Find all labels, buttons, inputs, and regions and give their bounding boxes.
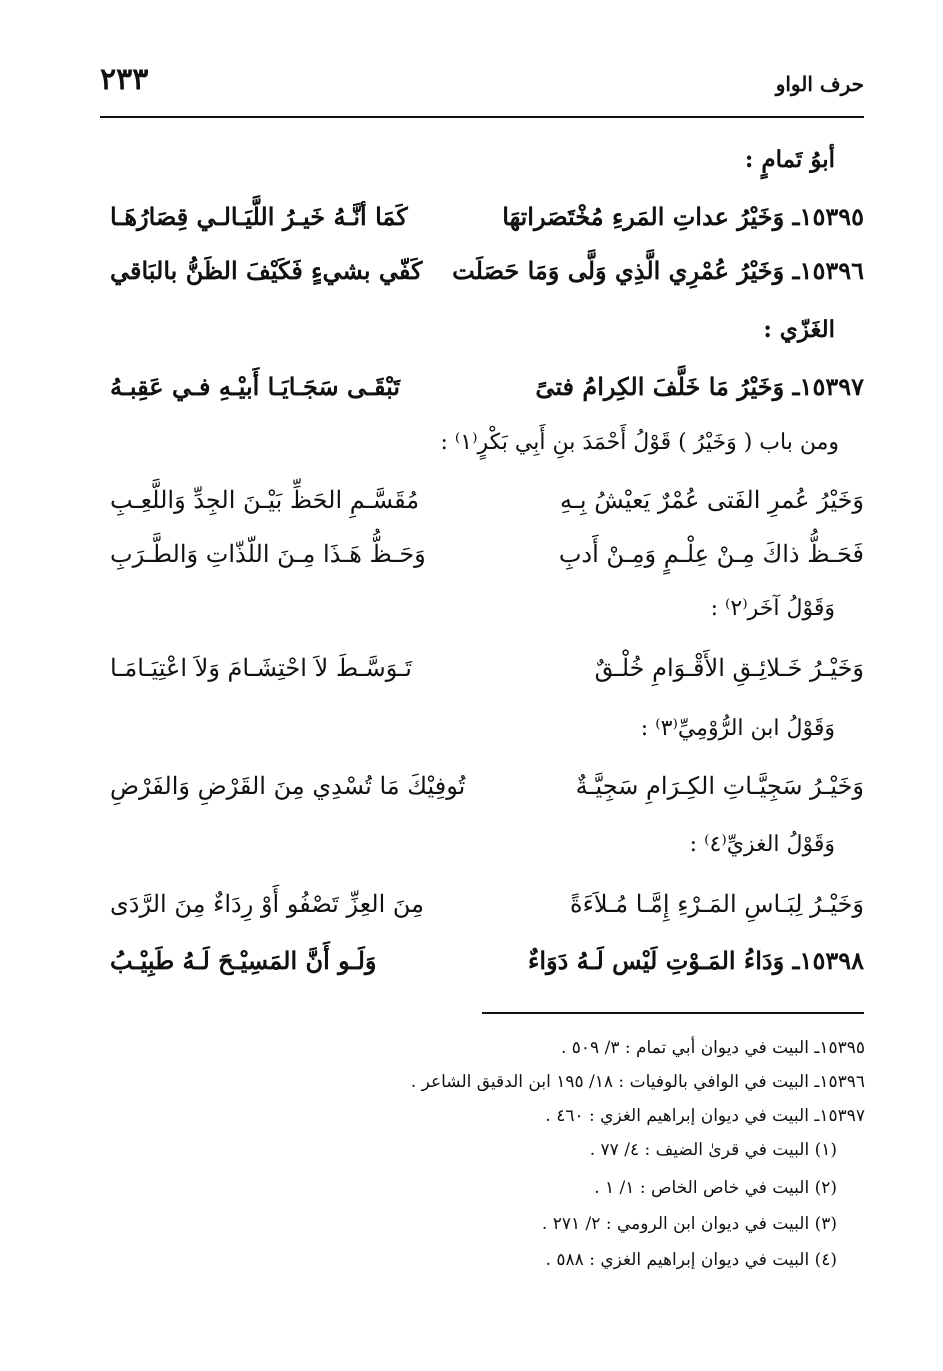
page-number: ٢٣٣ (100, 62, 149, 97)
verse (110, 890, 864, 936)
verse (110, 540, 864, 586)
verse-15397 (110, 372, 864, 418)
verse-15396 (110, 256, 864, 302)
verse-first-hemistich: ١٥٣٩٨ـ وَدَاءُ المَـوْتِ لَيْس لَـهُ دَوَاءٌ (528, 946, 864, 975)
verse-first-hemistich: فَحَـظُّ ذاكَ مِـنْ عِلْـمٍ وَمِـنْ أَدبِ (558, 540, 864, 568)
verse-second-hemistich: مُقَسَّـمِ الحَظِّ بَيْـنَ الجِدِّ وَاللَّعِـبِ (110, 486, 420, 514)
intro-line: وَقَوْلُ آخَر⁽٢⁾ : (710, 596, 835, 621)
footnote-2: (٢) البيت في خاص الخاص : ١/ ١ . (594, 1178, 837, 1198)
verse-15395 (110, 202, 864, 248)
verse-second-hemistich: مِنَ العِزِّ تَصْفُو أَوْ رِدَاءٌ مِنَ الرَّدَى (110, 890, 425, 918)
verse-second-hemistich: وَلَـو أَنَّ المَسِيْـحَ لَـهُ طَبِيْـبُ (110, 946, 377, 975)
poet-heading: أبوُ تَمامٍ : (744, 146, 835, 173)
intro-line: ومن باب ( وَخَيْرُ ) قَوْلُ أَحْمَدَ بنِ أَبِي بَكْرٍ⁽١⁾ : (440, 430, 839, 455)
intro-line: وَقَوْلُ الغزيِّ⁽٤⁾ : (689, 832, 835, 857)
page-header (100, 62, 864, 108)
verse-second-hemistich: تُوفِيْكَ مَا تُسْدِي مِنَ القَرْضِ وَالفَرْضِ (110, 772, 466, 800)
verse-second-hemistich: تَبْقَـى سَجَـايَـا أَبيْـهِ فـي عَقِبـهُ (110, 372, 401, 401)
intro-line: وَقَوْلُ ابن الرُّوْمِيِّ⁽٣⁾ : (640, 716, 835, 741)
verse-first-hemistich: وَخَيْـرُ خَـلائِـقِ الأَقْـوَامِ خُلْـقٌ (594, 654, 864, 682)
verse-second-hemistich: كَفّي بشيءٍ فَكَيْفَ الظَنُّ بالبَاقي (110, 256, 423, 285)
footnote-1: (١) البيت في قرىٰ الضيف : ٤/ ٧٧ . (589, 1140, 837, 1160)
verse-first-hemistich: ١٥٣٩٦ـ وَخَيْرُ عُمْرِي الَّذِي وَلَّى وَمَا حَصَلَت (452, 256, 864, 285)
verse-first-hemistich: وَخَيْـرُ لِبَـاسِ المَـرْءِ إِمَّـا مُـلاَءَةً (570, 890, 864, 918)
running-title: حرف الواو (775, 72, 864, 96)
verse-second-hemistich: وَحَـظُّ هَـذَا مِـنَ اللّذّاتِ وَالطَّـرَبِ (110, 540, 426, 568)
verse (110, 772, 864, 818)
footnote-15397: ١٥٣٩٧ـ البيت في ديوان إبراهيم الغزي : ٤٦٠ . (545, 1106, 865, 1126)
verse-15398 (110, 946, 864, 992)
verse-first-hemistich: وَخَيْرُ عُمرِ الفَتى عُمْرٌ يَعيْشُ بِـهِ (560, 486, 864, 514)
verse-first-hemistich: ١٥٣٩٧ـ وَخَيْرُ مَا خَلَّفَ الكِرامُ فتىً (535, 372, 864, 401)
footnote-15396: ١٥٣٩٦ـ البيت في الوافي بالوفيات : ١٨/ ١٩٥ ابن الدقيق الشاعر . (410, 1072, 865, 1092)
footnote-4: (٤) البيت في ديوان إبراهيم الغزي : ٥٨٨ . (545, 1250, 837, 1270)
verse-first-hemistich: وَخَيْـرُ سَجِيَّـاتِ الكِـرَامِ سَجِيَّـةٌ (575, 772, 864, 800)
verse-first-hemistich: ١٥٣٩٥ـ وَخَيْرُ عداتِ المَرءِ مُخْتَصَراتهَا (502, 202, 864, 231)
footnote-3: (٣) البيت في ديوان ابن الرومي : ٢/ ٢٧١ . (541, 1214, 837, 1234)
verse-second-hemistich: كَمَا أنَّـهُ خَيـرُ اللَّيَـالـي قِصَارُهَـا (110, 202, 408, 231)
verse-second-hemistich: تَـوَسَّـطَ لاَ احْتِشَـامَ وَلاَ اعْتِيَـامَـا (110, 654, 412, 682)
verse (110, 654, 864, 700)
poet-heading: الغَزّي : (763, 316, 835, 343)
footnote-15395: ١٥٣٩٥ـ البيت في ديوان أبي تمام : ٣/ ٥٠٩ . (560, 1038, 865, 1058)
verse (110, 486, 864, 532)
footnote-divider (482, 1012, 864, 1014)
header-divider (100, 116, 864, 118)
